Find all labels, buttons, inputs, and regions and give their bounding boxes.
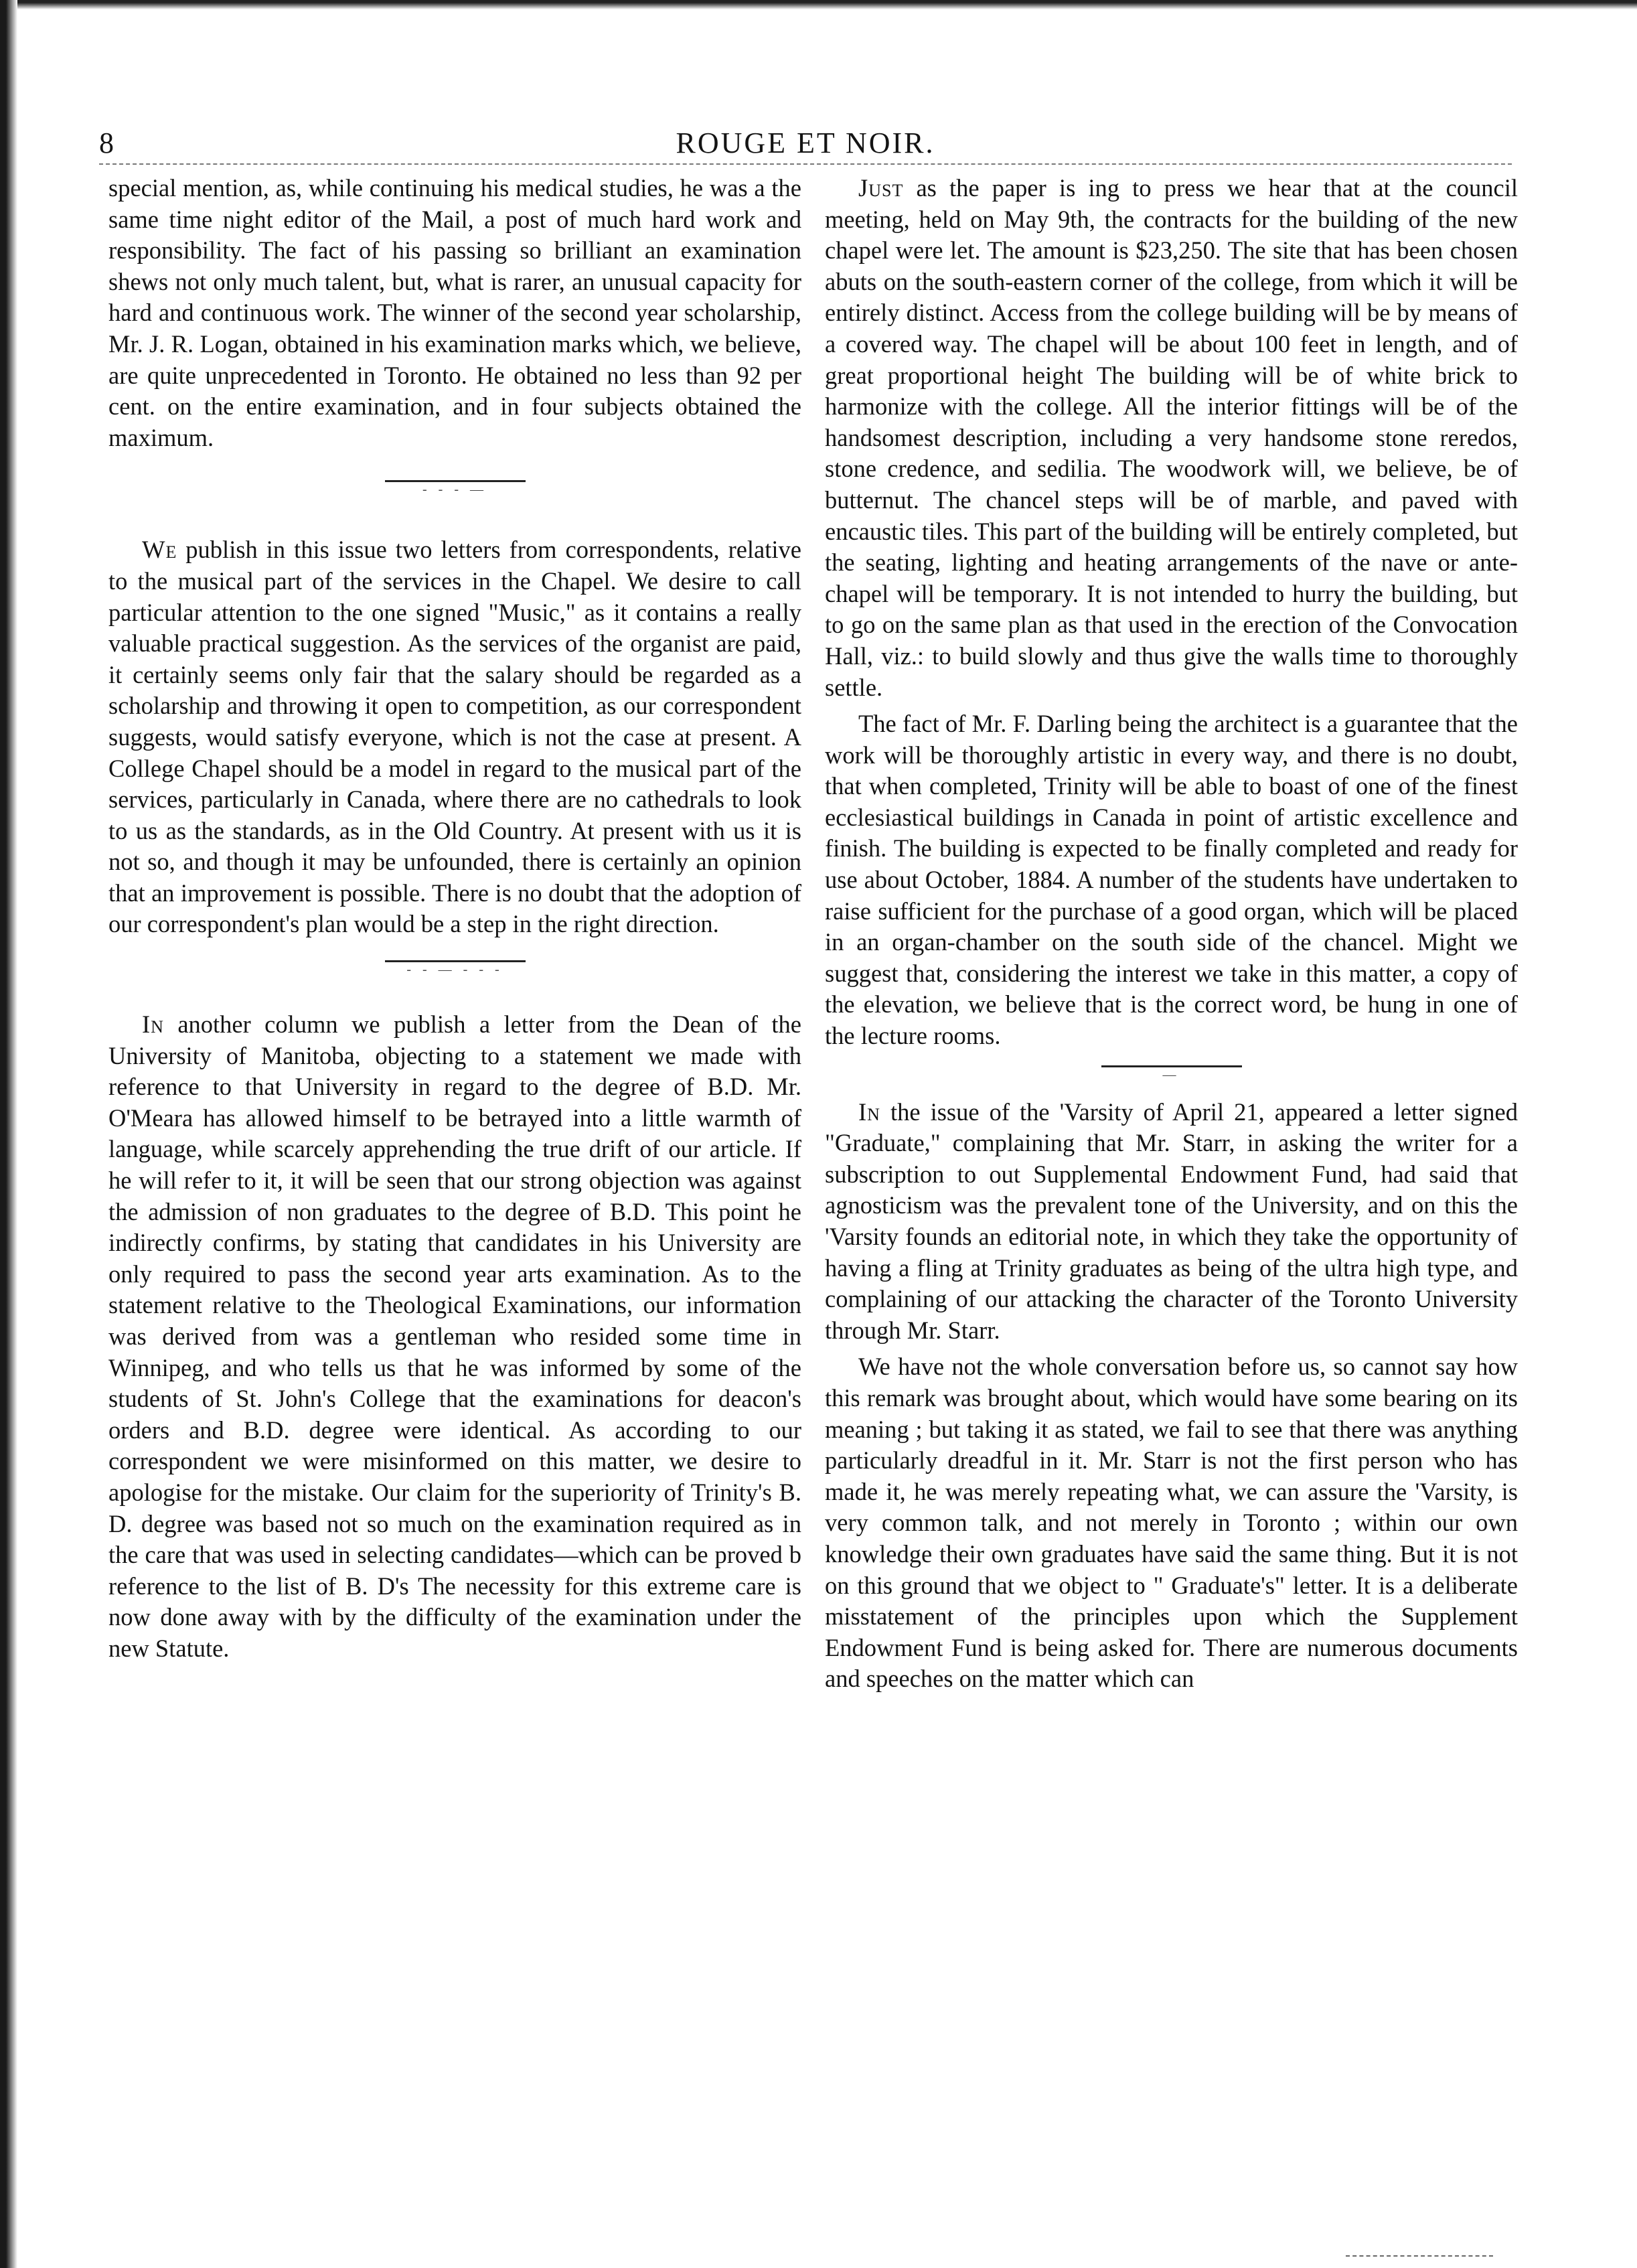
drop-lead-word: Just [858,174,904,202]
separator-ornament: - - — - - - [406,962,503,978]
section-separator [825,1065,1518,1082]
right-paragraph-3 [825,1097,1518,1347]
right-paragraph-2: The fact of Mr. F. Darling being the architect is a guarantee that the work will be thoroughly artistic in every way, and there is no doubt, that when completed, Trinity will be able to boast of one of the finest ecclesiastical buildings in Canada in point of artistic excellence and finish. The building is expected to be finally completed and ready for use about October, 1884. A number of the students have undertaken to raise sufficient for the purchase of a good organ, which will be placed in an organ-chamber on the south side of the chancel. Might we suggest that, considering the interest we take in this matter, a copy of the elevation, we believe that is the correct word, be hung in one of the lecture rooms. [825,710,1518,1050]
right-paragraph-4: We have not the whole conversation before us, so cannot say how this remark was brought about, which would have some bearing on its meaning ; but taking it as stated, we fail to see that there was anything particularly dreadful in it. Mr. Starr is not the first person who has made it, he was merely repeating what, we can assure the 'Varsity, is very common talk, and not merely in Toronto ; within our own knowledge their own graduates have said the same thing. But it is not on this ground that we object to " Graduate's" letter. It is a deliberate misstatement of the principles upon which the Supplement Endowment Fund is being asked for. There are numerous documents and speeches on the matter which can [825,1353,1518,1693]
section-separator [108,960,801,977]
separator-ornament: - - - — [422,482,487,498]
paragraph-text: publish in this issue two letters from correspondents, relative to the musical part of the services in the Chapel. We desire to call particular attention to the one signed "Music," as it contains a really valuable practical suggestion. As the services of the organist are paid, it certainly seems only fair that the salary should be regarded as a scholarship and throwing it open to competition, as our correspondent suggests, would satisfy everyone, which is not the case at present. A College Chapel should be a model in regard to the musical part of the services, particularly in Canada, where there are no cathedrals to look to us as the standards, as in the Old Country. At present with us it is not so, and though it may be unfounded, there is certainly an opinion that an improvement is possible. There is no doubt that the adoption of our correspondent's plan would be a step in the right direction. [108,536,801,938]
page-header [99,125,1512,162]
scan-border-left [0,0,17,2268]
paragraph-text: the issue of the 'Varsity of April 21, appeared a letter signed "Graduate," complaining that Mr. Starr, in asking the writer for a subscription to out Supplemental Endowment Fund, had said that agnosticism was the prevalent tone of the University, and on this the 'Varsity founds an editorial note, in which they take the opportunity of having a fling at Trinity graduates as being of the ultra high type, and complaining of our attacking the character of the Toronto University through Mr. Starr. [825,1098,1518,1344]
drop-lead-word: In [858,1098,880,1126]
drop-lead-word: In [142,1010,164,1039]
separator-ornament: — [1162,1067,1180,1082]
right-column [825,173,1518,1695]
scan-border-top [0,0,1637,9]
drop-lead-word: We [142,536,177,564]
paragraph-text: another column we publish a letter from the Dean of the University of Manitoba, objecting to a statement we made with reference to that University in regard to the degree of B.D. Mr. O'Meara has allowed himself to be betrayed into a little warmth of language, while scarcely apprehending the true drift of our article. If he will refer to it, it will be seen that our strong objection was against the admission of non graduates to the degree of B.D. This point he indirectly confirms, by stating that candidates in his University are only required to pass the second year arts examination. As to the statement relative to the Theological Examinations, our information was derived from was a gentleman who resided some time in Winnipeg, and who tells us that he was informed by some of the students of St. John's College that the examinations for deacon's orders and B.D. degree were identical. As according to our correspondent we were misinformed on this matter, we desire to apologise for the mistake. Our claim for the superiority of Trinity's B. D. degree was based not so much on the examination required as in the care that was used in selecting candidates—which can be proved b reference to the list of B. D's The necessity for this extreme care is now done away with by the difficulty of the examination under the new Statute. [108,1010,801,1662]
left-paragraph-2 [108,534,801,940]
header-rule [99,163,1512,165]
running-title: ROUGE ET NOIR. [676,127,935,159]
right-paragraph-1 [825,173,1518,703]
paragraph-text: as the paper is ing to press we hear that at the council meeting, held on May 9th, the contracts for the building of the new chapel were let. The amount is $23,250. The site that has been chosen abuts on the south-eastern corner of the college, from which it will be entirely distinct. Access from the college building will be by means of a covered way. The chapel will be about 100 feet in length, and of great proportional height The building will be of white brick to harmonize with the college. All the interior fittings will be of the handsomest description, including a very handsome stone reredos, stone credence, and sedilia. The woodwork will, we believe, be of butternut. The chancel steps will be of marble, and paved with encaustic tiles. This part of the building will be entirely completed, but the seating, lighting and heating arrangements of the nave or ante-chapel will be temporary. It is not intended to hurry the building, but to go on the same plan as that used in the erection of the Convocation Hall, viz.: to build slowly and thus give the walls time to thoroughly settle. [825,174,1518,701]
left-paragraph-1: special mention, as, while continuing his medical studies, he was a the same time night editor of the Mail, a post of much hard work and responsibility. The fact of his passing so brilliant an examination shews not only much talent, but, what is rarer, an unusual capacity for hard and continuous work. The winner of the second year scholarship, Mr. J. R. Logan, obtained in his examination marks which, we believe, are quite unprecedented in Toronto. He obtained no less than 92 per cent. on the entire examination, and in four subjects obtained the maximum. [108,174,801,451]
left-column [108,173,801,1665]
footer-rule [1346,2255,1493,2257]
page-number: 8 [99,127,114,159]
left-paragraph-3 [108,1009,801,1664]
section-separator [108,480,801,497]
